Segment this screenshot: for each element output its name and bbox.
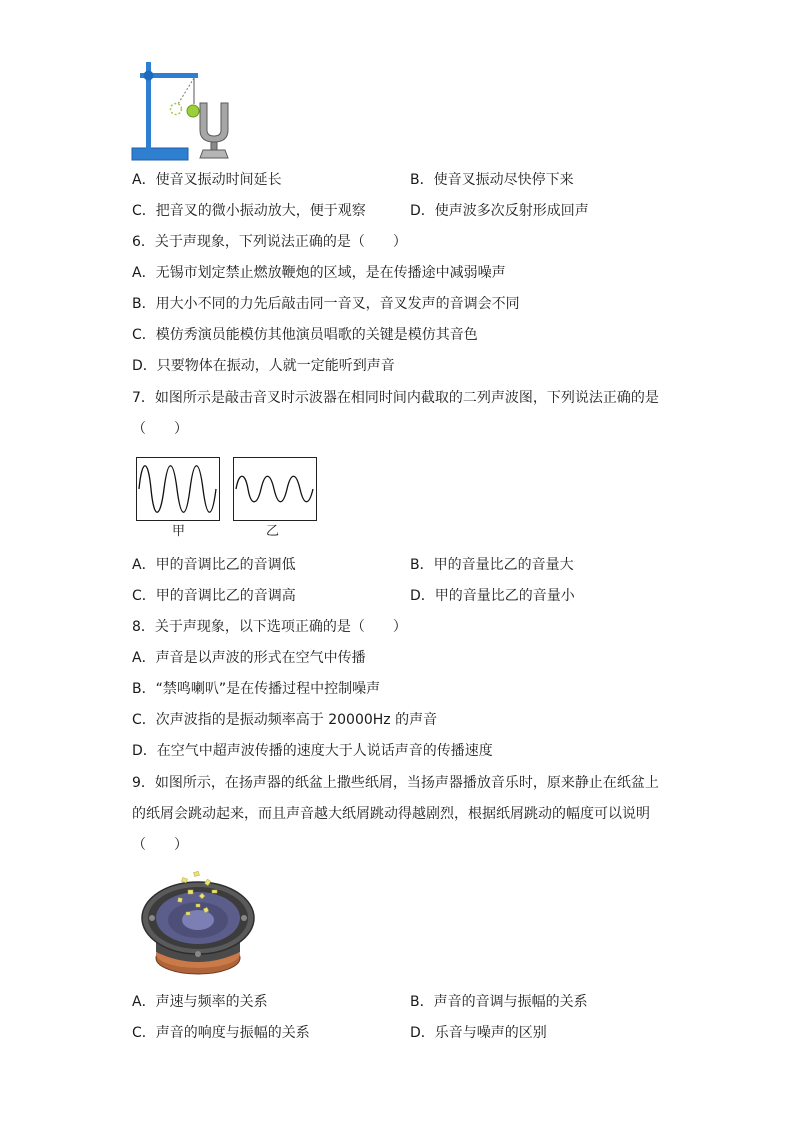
q5-option-c: C．把音叉的微小振动放大，便于观察 — [132, 203, 366, 219]
q8-option-a: A．声音是以声波的形式在空气中传播 — [132, 650, 366, 666]
q7-option-a: A．甲的音调比乙的音调低 — [132, 557, 296, 573]
q8-option-c: C．次声波指的是振动频率高于 20000Hz 的声音 — [132, 712, 438, 728]
q9-stem-line1: 9．如图所示，在扬声器的纸盆上撒些纸屑，当扬声器播放音乐时，原来静止在纸盆上 — [132, 775, 659, 791]
pendulum-ball — [187, 105, 199, 117]
pendulum-ball-swing — [171, 104, 182, 115]
q9-stem-line3: （ ） — [132, 837, 188, 853]
q5-option-d: D．使声波多次反射形成回声 — [410, 203, 589, 219]
waveform-jia-curve — [139, 466, 216, 513]
q9-option-b: B．声音的音调与振幅的关系 — [410, 994, 588, 1010]
waveform-yi-label: 乙 — [266, 524, 280, 539]
waveform-yi — [233, 457, 317, 521]
q9-option-d: D．乐音与噪声的区别 — [410, 1025, 547, 1041]
q9-option-a: A．声速与频率的关系 — [132, 994, 268, 1010]
q7-stem-line2: （ ） — [132, 421, 188, 437]
waveform-jia-label: 甲 — [172, 524, 186, 539]
q8-option-d: D．在空气中超声波传播的速度大于人说话声音的传播速度 — [132, 743, 493, 759]
q6-option-c: C．模仿秀演员能模仿其他演员唱歌的关键是模仿其音色 — [132, 327, 478, 343]
q9-stem-line2: 的纸屑会跳动起来，而且声音越大纸屑跳动得越剧烈，根据纸屑跳动的幅度可以说明 — [132, 806, 650, 822]
q5-option-a: A．使音叉振动时间延长 — [132, 172, 282, 188]
loudspeaker-figure — [138, 868, 258, 980]
q6-stem: 6．关于声现象，下列说法正确的是（ ） — [132, 234, 407, 250]
q7-option-d: D．甲的音量比乙的音量小 — [410, 588, 575, 604]
q9-option-c: C．声音的响度与振幅的关系 — [132, 1025, 310, 1041]
stand-base — [132, 148, 188, 160]
waveform-jia — [136, 457, 220, 521]
q8-stem: 8．关于声现象，以下选项正确的是（ ） — [132, 619, 407, 635]
q6-option-b: B．用大小不同的力先后敲击同一音叉，音叉发声的音调会不同 — [132, 296, 520, 312]
q5-option-b: B．使音叉振动尽快停下来 — [410, 172, 574, 188]
q8-option-b: B．“禁鸣喇叭”是在传播过程中控制噪声 — [132, 681, 381, 697]
q7-option-b: B．甲的音量比乙的音量大 — [410, 557, 574, 573]
q6-option-a: A．无锡市划定禁止燃放鞭炮的区域，是在传播途中减弱噪声 — [132, 265, 506, 281]
tuning-fork — [200, 103, 228, 142]
q6-option-d: D．只要物体在振动，人就一定能听到声音 — [132, 358, 395, 374]
tuning-fork-pendulum-figure — [130, 58, 240, 166]
q7-option-c: C．甲的音调比乙的音调高 — [132, 588, 296, 604]
waveform-yi-curve — [236, 476, 313, 502]
q7-stem-line1: 7．如图所示是敲击音叉时示波器在相同时间内截取的二列声波图，下列说法正确的是 — [132, 390, 659, 406]
